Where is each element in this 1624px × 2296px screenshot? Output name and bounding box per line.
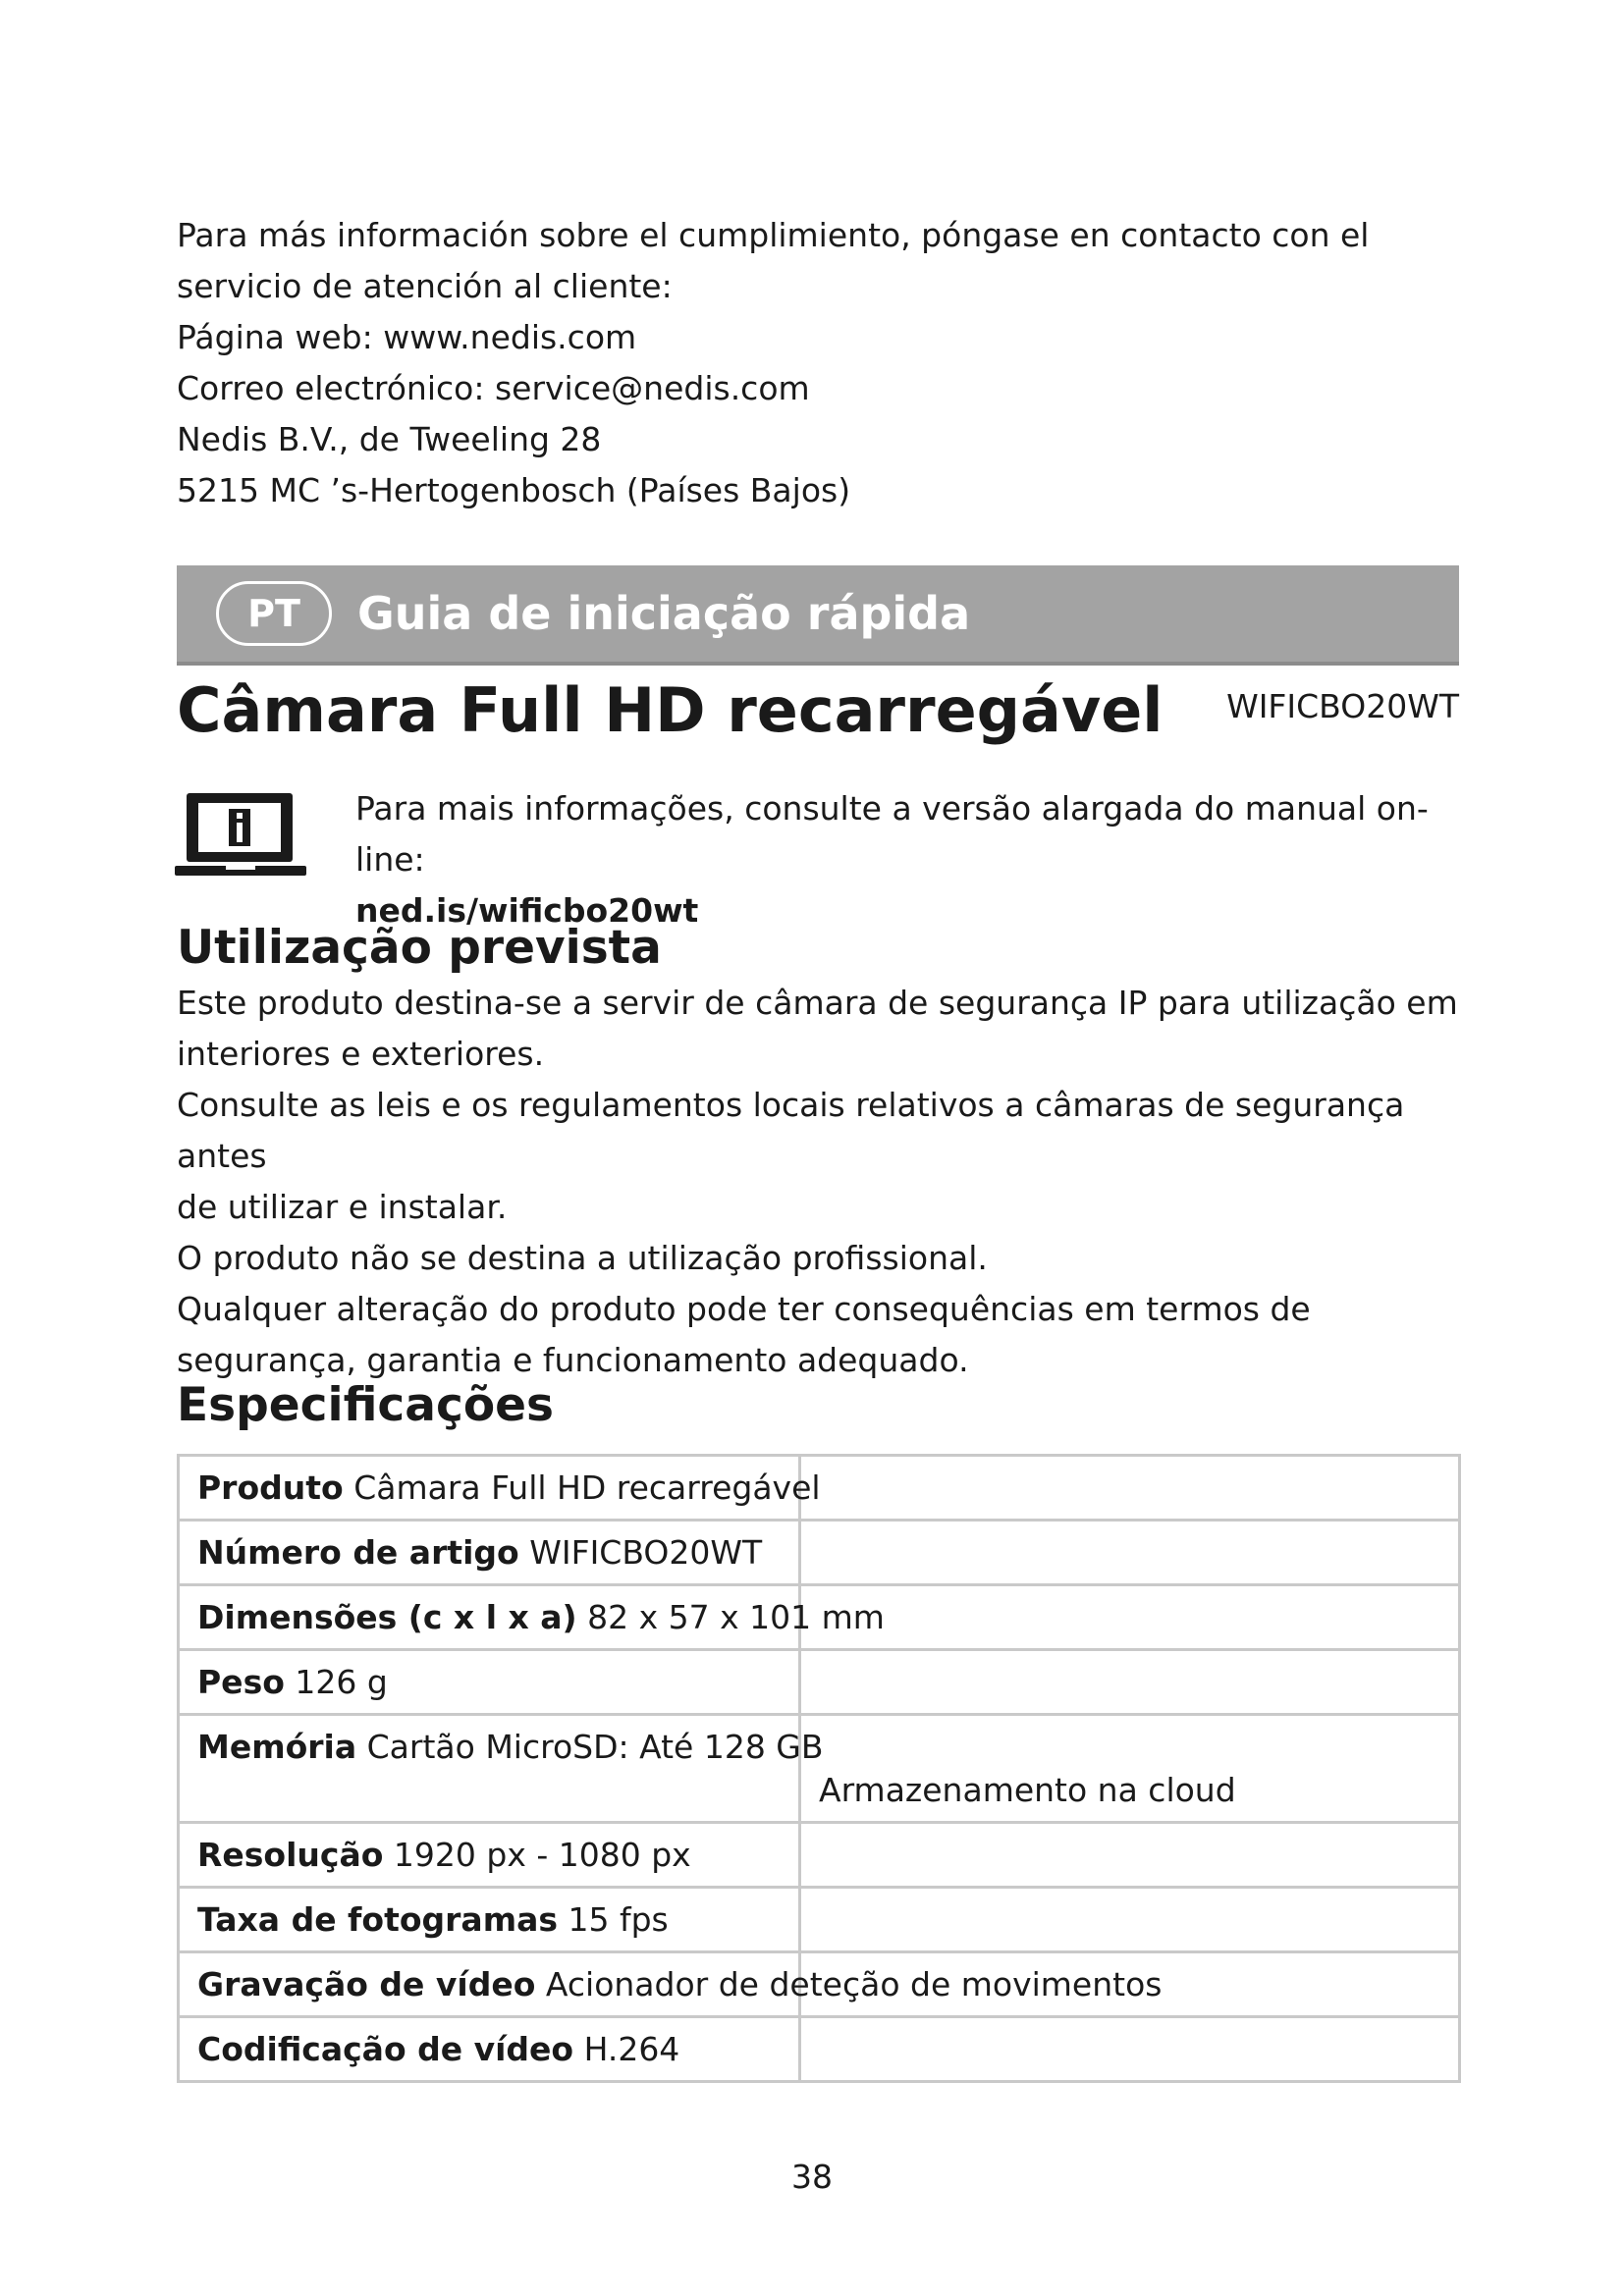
spec-cell [179,1888,800,1952]
specifications-table [177,1454,1461,2083]
table-row [179,1952,1460,2017]
table-row [179,1823,1460,1888]
spec-cell-empty [800,1521,1460,1585]
spec-cell [179,2017,800,2082]
spec-label: Resolução [197,1836,384,1874]
intended-use-line: Este produto destina-se a servir de câmara de segurança IP para utilização em [177,984,1458,1022]
contact-address: Nedis B.V., de Tweeling 28 [177,420,602,458]
spec-cell [179,1715,824,1823]
intended-use-line: O produto não se destina a utilização profissional. [177,1239,988,1277]
online-manual-note [355,783,1465,936]
spec-value: 15 fps [568,1900,669,1939]
intended-use-line: de utilizar e instalar. [177,1188,508,1226]
spec-cell-empty [800,1823,1460,1888]
spec-cell-empty [800,2017,1460,2082]
online-manual-link[interactable]: ned.is/wificbo20wt [355,891,699,930]
spec-value: 126 g [295,1663,388,1701]
intended-use-line: Consulte as leis e os regulamentos locais relativos a câmaras de segurança antes [177,1086,1405,1175]
table-row [179,1888,1460,1952]
intended-use-body [177,978,1473,1386]
page-number: 38 [791,2158,833,2196]
contact-email: Correo electrónico: service@nedis.com [177,369,810,407]
spec-label: Codificação de vídeo [197,2030,574,2068]
spec-label: Peso [197,1663,285,1701]
compliance-contact-block [177,210,1473,516]
spec-cell [179,1521,800,1585]
specifications-heading: Especificações [177,1378,554,1432]
intended-use-heading: Utilização prevista [177,921,662,975]
table-row [179,1456,1460,1521]
quick-start-banner [177,565,1459,666]
spec-value: Acionador de deteção de movimentos [545,1965,1163,2003]
table-row [179,2017,1460,2082]
contact-line: servicio de atención al cliente: [177,267,673,305]
table-row [179,1715,1460,1823]
language-badge: PT [216,581,332,646]
spec-value-secondary: Armazenamento na cloud [819,1771,1236,1809]
spec-cell [800,1715,1460,1823]
contact-city: 5215 MC ’s-Hertogenbosch (Países Bajos) [177,471,851,509]
spec-cell [179,1456,821,1521]
intended-use-line: segurança, garantia e funcionamento adequado. [177,1341,969,1379]
spec-label: Número de artigo [197,1533,519,1572]
spec-label: Produto [197,1468,344,1507]
spec-cell [179,1585,885,1650]
table-row [179,1521,1460,1585]
intended-use-line: Qualquer alteração do produto pode ter consequências em termos de [177,1290,1311,1328]
spec-value: Câmara Full HD recarregável [353,1468,821,1507]
spec-value: H.264 [583,2030,680,2068]
contact-line: Para más información sobre el cumplimiento, póngase en contacto con el [177,216,1370,254]
spec-cell-empty [800,1585,1460,1650]
spec-value: 82 x 57 x 101 mm [587,1598,885,1636]
spec-value: WIFICBO20WT [529,1533,763,1572]
spec-cell-empty [800,1456,1460,1521]
spec-label: Gravação de vídeo [197,1965,536,2003]
spec-cell-empty [800,1650,1460,1715]
intended-use-line: interiores e exteriores. [177,1035,545,1073]
online-manual-text: Para mais informações, consulte a versão alargada do manual on-line: [355,789,1429,879]
model-number: WIFICBO20WT [1226,687,1459,725]
spec-cell [179,1823,800,1888]
table-row [179,1585,1460,1650]
spec-cell-empty [800,1888,1460,1952]
table-row [179,1650,1460,1715]
product-title: Câmara Full HD recarregável [177,674,1164,746]
spec-cell [179,1952,1163,2017]
spec-label: Taxa de fotogramas [197,1900,558,1939]
spec-cell [179,1650,800,1715]
spec-label: Dimensões (c x l x a) [197,1598,577,1636]
spec-value: 1920 px - 1080 px [393,1836,691,1874]
info-laptop-icon [175,785,306,881]
banner-title: Guia de iniciação rápida [357,587,971,640]
contact-website: Página web: www.nedis.com [177,318,637,356]
spec-label: Memória [197,1728,357,1766]
spec-value: Cartão MicroSD: Até 128 GB [366,1728,824,1766]
